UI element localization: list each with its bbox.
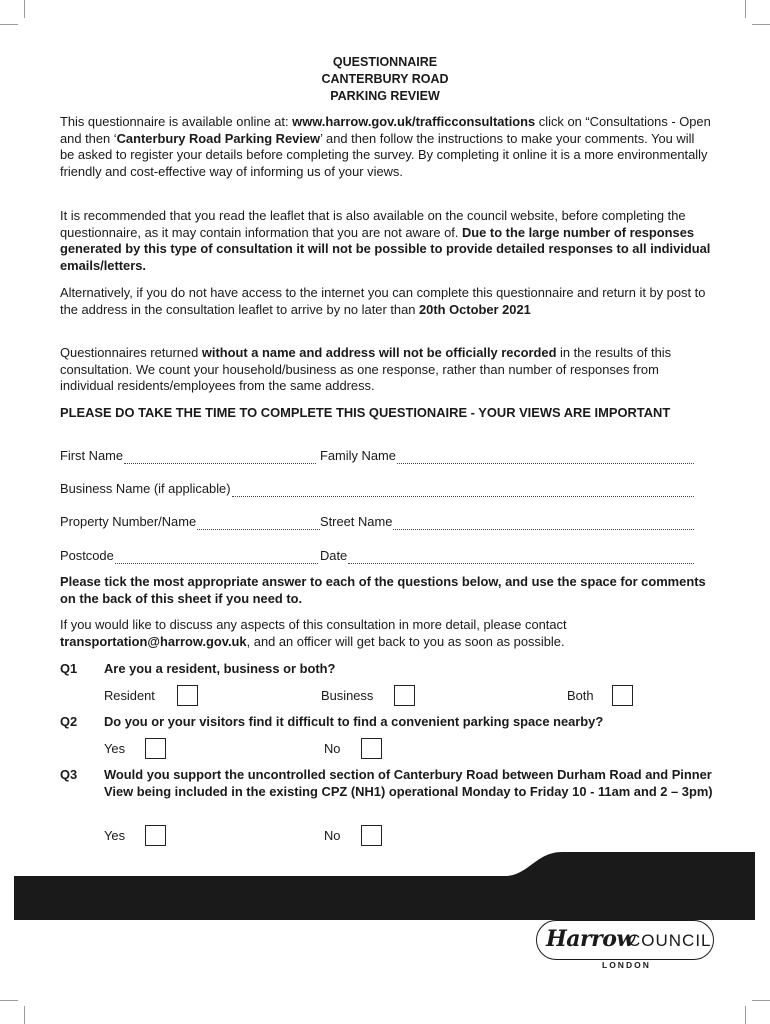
q3-no-checkbox[interactable] [361,825,382,846]
intro-paragraph-returns [60,345,712,395]
title-line-2: CANTERBURY ROAD [321,72,449,86]
contact-text: , and an officer will get back to you as soon as possible. [246,633,565,649]
logo-script-text: Harrow [546,926,635,952]
first-name-field[interactable] [60,448,316,464]
intro-paragraph-leaflet [60,208,712,274]
name-fields-row [60,448,694,464]
property-number-line[interactable] [197,517,320,530]
document-title [0,54,770,105]
property-number-field[interactable] [60,514,320,530]
property-number-label: Property Number/Name [60,514,197,529]
intro-text: Alternatively, if you do not have access to the internet you can complete this questionnaire and return it by post to the address in the consultation leaflet to arrive by no later than [60,285,706,317]
title-line-1: QUESTIONNAIRE [332,55,438,69]
family-name-line[interactable] [397,451,694,464]
crop-mark [0,1000,18,1001]
logo-council-text: COUNCIL [628,931,712,950]
business-name-line[interactable] [232,484,694,497]
intro-paragraph-post [60,285,712,318]
online-url: www.harrow.gov.uk/trafficconsultations [292,114,536,129]
crop-mark [745,1006,746,1024]
title-line-3: PARKING REVIEW [330,89,440,103]
q2-option-yes-label: Yes [104,741,126,756]
q1-both-checkbox[interactable] [612,685,633,706]
business-name-label: Business Name (if applicable) [60,481,231,496]
question-2-number: Q2 [60,714,78,729]
review-name: Canterbury Road Parking Review [116,130,321,146]
q1-option-business-label: Business [321,688,374,703]
harrow-council-logo [532,920,718,976]
question-1-number: Q1 [60,661,78,676]
question-2-text: Do you or your visitors find it difficult to find a convenient parking space nearby? [104,714,604,729]
crop-mark [752,1000,770,1001]
question-3-text: Would you support the uncontrolled section of Canterbury Road between Durham Road and Pinner View being included in the existing CPZ (NH1) operational Monday to Friday 10 - 11am and 2 – 3pm) [104,767,713,799]
crop-mark [0,24,18,25]
tick-instructions-text: Please tick the most appropriate answer to each of the questions below, and use the space for comments on the back of this sheet if you need to. [60,574,706,606]
family-name-label: Family Name [320,448,396,463]
question-1-text: Are you a resident, business or both? [104,661,336,676]
q3-option-no-label: No [324,828,341,843]
crop-mark [752,24,770,25]
q2-option-no-label: No [324,741,341,756]
intro-text: It is recommended that you read the leaflet that is also available on the council website, before completing the questionnaire, as it may contain information that you are not aware of. [60,208,686,240]
crop-mark [24,1006,25,1024]
contact-paragraph [60,617,712,650]
address-fields-row [60,514,694,530]
street-name-field[interactable] [320,514,694,530]
tick-instructions [60,574,712,607]
q2-no-checkbox[interactable] [361,738,382,759]
q3-option-yes-label: Yes [104,828,126,843]
intro-text: Questionnaires returned [60,345,202,360]
q3-yes-checkbox[interactable] [145,825,166,846]
contact-text: If you would like to discuss any aspects of this consultation in more detail, please contact [60,617,567,632]
logo-london-text: LONDON [598,960,655,970]
name-address-notice: without a name and address will not be officially recorded [201,345,557,360]
business-name-field[interactable] [60,481,694,497]
postcode-line[interactable] [115,551,318,564]
street-name-line[interactable] [393,517,694,530]
q1-option-resident-label: Resident [104,688,155,703]
intro-text: in the results of this consultation. We count your household/business as one response, rather than number of responses from individual residents/employees from the same address. [60,345,672,394]
postcode-date-row [60,548,694,564]
family-name-field[interactable] [320,448,694,464]
intro-paragraph-online [60,114,712,180]
first-name-line[interactable] [124,451,316,464]
date-field[interactable] [320,548,694,564]
views-important-notice [60,405,712,422]
postcode-label: Postcode [60,548,114,563]
q2-yes-checkbox[interactable] [145,738,166,759]
contact-email-link[interactable]: transportation@harrow.gov.uk [60,633,247,649]
intro-text: click on “Consultations - Open and then ‘ [60,114,711,146]
street-name-label: Street Name [320,514,393,529]
business-field-row [60,481,694,497]
views-important-text: PLEASE DO TAKE THE TIME TO COMPLETE THIS QUESTIONAIRE - YOUR VIEWS ARE IMPORTANT [60,405,671,420]
q1-resident-checkbox[interactable] [177,685,198,706]
postcode-field[interactable] [60,548,318,564]
q1-business-checkbox[interactable] [394,685,415,706]
intro-text: This questionnaire is available online at: [60,114,293,129]
decorative-band [0,850,770,930]
q1-option-both-label: Both [567,688,594,703]
question-3-number: Q3 [60,767,78,782]
crop-mark [745,0,746,18]
intro-text: ’ and then follow the instructions to make your comments. You will be asked to register your details before completing the survey. By completing it online it is a more environmentally friendly and cost-effective way of informing us of your views. [60,130,708,179]
deadline-date: 20th October 2021 [419,301,531,317]
date-label: Date [320,548,348,563]
date-line[interactable] [348,551,694,564]
crop-mark [24,0,25,18]
first-name-label: First Name [60,448,124,463]
responses-notice: Due to the large number of responses generated by this type of consultation it will not be possible to provide detailed responses to all individual emails/letters. [60,224,711,273]
